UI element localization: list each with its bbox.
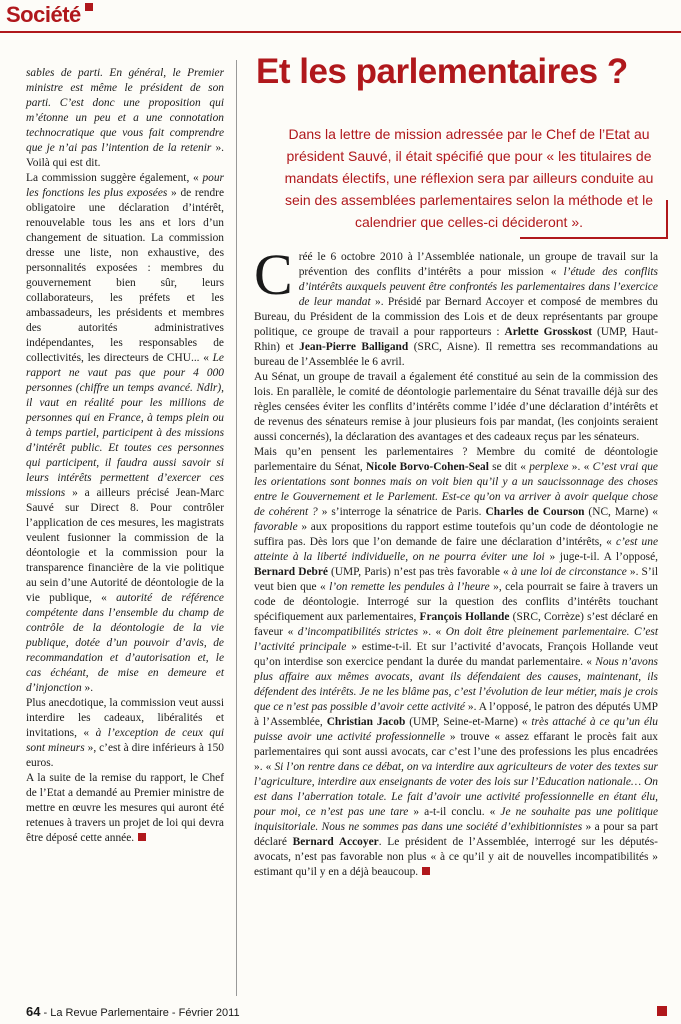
column-divider xyxy=(236,60,237,996)
section-title: Société xyxy=(0,0,103,30)
left-paragraph-4: A la suite de la remise du rapport, le Chef de l’Etat a demandé au Premier ministre de mettre en œuvre les mesures qui auront été retenues à travers un projet de loi qui devra être déposé cette année. xyxy=(26,772,224,844)
left-column xyxy=(26,66,224,846)
article-standfirst: Dans la lettre de mission adressée par le Chef de l’Etat au président Sauvé, il était spécifié que pour « les titulaires de mandats électifs, une réflexion sera par ailleurs conduite au sein des assemblées parlementaires selon la méthode et le calendrier que celles-ci décideront ». xyxy=(284,126,654,230)
end-mark-icon xyxy=(138,833,146,841)
standfirst-frame-horizontal xyxy=(520,237,668,239)
main-column xyxy=(254,242,659,880)
left-paragraph-2: La commission suggère également, « pour les fonctions les plus exposées » de rendre obligatoire une déclaration d’intérêt, renouvelable tous les ans et lors d’un changement de situation. La commission dresse une liste, non exhaustive, des personnalités exposées : membres du gouvernement bien sûr, leurs collaborateurs, les préfets et les ambassadeurs, les présidents et membres des autorités administratives indépendantes, les responsables de collectivités, les directeurs de CHU... « Le rapport ne vaut pas que pour 4 000 personnes (chiffre un temps avancé. Ndlr), il vaut en réalité pour les millions de personnes qui en France, à temps plein ou à temps partiel, participent à des missions d’intérêt public. Et toutes ces personnes qui participent, il faudra aussi savoir si leurs intérêts permettent d’exercer ces missions » a ailleurs précisé Jean-Marc Sauvé sur Direct 8. Pour contrôler l’application de ces mesures, les magistrats veulent fusionner la commission de la déontologie et la commission pour la transparence financière de la vie politique au sein d’une Autorité de déontologie de la vie publique, « autorité de référence compétente dans l’ensemble du champ de contrôle de la déontologie de la vie publique, dotée d’un pouvoir d’avis, de recommandation et d’autorisation et, le cas échéant, de mise en demeure et d’injonction ». xyxy=(26,172,225,694)
left-paragraph-3: Plus anecdotique, la commission veut aussi interdire les cadeaux, libéralités et invitations, « à l’exception de ceux qui sont mineurs », c’est à dire inférieurs à 150 euros. xyxy=(26,697,224,769)
end-mark-icon xyxy=(422,867,430,875)
article-headline: Et les parlementaires ? xyxy=(256,52,628,91)
corner-marker-icon xyxy=(657,1006,667,1016)
main-paragraph-1: Créé le 6 octobre 2010 à l’Assemblée nationale, un groupe de travail sur la prévention des conflits d’intérêts a pour mission « l’étude des conflits d’intérêts auxquels peuvent être confrontés les parlementaires dans l’exercice de leur mandat ». Présidé par Bernard Accoyer et composé de membres du Bureau, du Président de la commission des Lois et de deux représentants par groupe politique, ce groupe de travail a pour rapporteurs : Arlette Grosskost (UMP, Haut-Rhin) et Jean-Pierre Balligand (SRC, Aisne). Il remettra ses recommandations au bureau de l’Assemblée le 6 avril. xyxy=(254,242,658,368)
footer-text: - La Revue Parlementaire - Février 2011 xyxy=(40,1007,240,1019)
drop-cap: C xyxy=(254,242,293,307)
section-marker-icon xyxy=(85,3,93,11)
standfirst-frame-vertical xyxy=(666,200,668,238)
main-paragraph-2: Au Sénat, un groupe de travail a également été constitué au sein de la commission des lois. En parallèle, le comité de déontologie parlementaire du Sénat travaille déjà sur des règles censées éviter les conflits d’intérêts comme l’idée d’une déclaration d’intérêts et de revenus des sénateurs remise à jour plusieurs fois par mandat, (les conjoints seraient aussi concernés), la déclaration des avantages et des cadeaux reçus par les sénateurs. xyxy=(254,371,658,443)
page-footer xyxy=(26,1004,240,1019)
main-paragraph-3: Mais qu’en pensent les parlementaires ? Membre du comité de déontologie parlementaire du Sénat, Nicole Borvo-Cohen-Seal se dit « perplexe ». « C’est vrai que les orientations sont bonnes mais on voit bien qu’il y a un saucissonnage des choses entre le Gouvernement et le Parlement. Est-ce qu’on va arriver à avoir quelque chose de cohérent ? » s’interroge la sénatrice de Paris. Charles de Courson (NC, Marne) « favorable » aux propositions du rapport estime toutefois qu’un code de déontologie ne suffira pas. Dès lors que l’on demande de faire une déclaration d’intérêts, « c’est une atteinte à la liberté individuelle, on ne pourra éviter une loi » juge-t-il. A l’opposé, Bernard Debré (UMP, Paris) n’est pas très favorable « à une loi de circonstance ». S’il veut bien que « l’on remette les pendules à l’heure », cela pourrait se faire à travers un code de déontologie. Interrogé sur la question des conflits d’intérêts touchant spécifiquement aux parlementaires, François Hollande (SRC, Corrèze) s’est déclaré en faveur « d’incompatibilités strictes ». « On doit être pleinement parlementaire. C’est l’activité principale » estime-t-il. Et sur l’activité d’avocats, François Hollande veut qu’on interdise son exercice pendant la durée du mandat parlementaire. « Nous n’avons plus affaire aux mêmes avocats, avant ils défendaient des causes, maintenant, ils défendent des intérêts. Je ne les blâme pas, c’est l’évolution de leur métier, mais je crois que ce n’est pas possible d’avoir cette activité ». A l’opposé, le patron des députés UMP à l’Assemblée, Christian Jacob (UMP, Seine-et-Marne) « très attaché à ce qu’un élu puisse avoir une activité professionnelle » trouve « assez effarant le procès fait aux parlementaires qui sont aussi avocats, car c’est l’une des professions les plus encadrées ». « Si l’on rentre dans ce débat, on va interdire aux agriculteurs de voter des textes sur l’agriculture, interdire aux enseignants de voter des lois sur l’Education nationale… On est dans l’aberration totale. Le fait d’avoir une activité professionnelle en étant élu, pour moi, ce n’est pas une tare » a-t-il conclu. « Je ne souhaite pas une politique inquisitoriale. Nous ne sommes pas dans une société d’exhibitionnistes » a pour sa part déclaré Bernard Accoyer. Le président de l’Assemblée, interrogé sur les députés-avocats, n’est pas favorable non plus « à ce qu’il y ait de nouvelles incompatibilités » estimant qu’il y en a déjà beaucoup. xyxy=(254,446,659,878)
page-number: 64 xyxy=(26,1004,41,1019)
header-rule xyxy=(0,31,681,33)
left-paragraph-1: sables de parti. En général, le Premier ministre est même le président de son parti. C’est donc une proposition qui m’étonne un peu et a une connotation technocratique que vous fait comprendre que je n’ai pas l’intention de la retenir ». Voilà qui est dit. xyxy=(26,67,225,169)
